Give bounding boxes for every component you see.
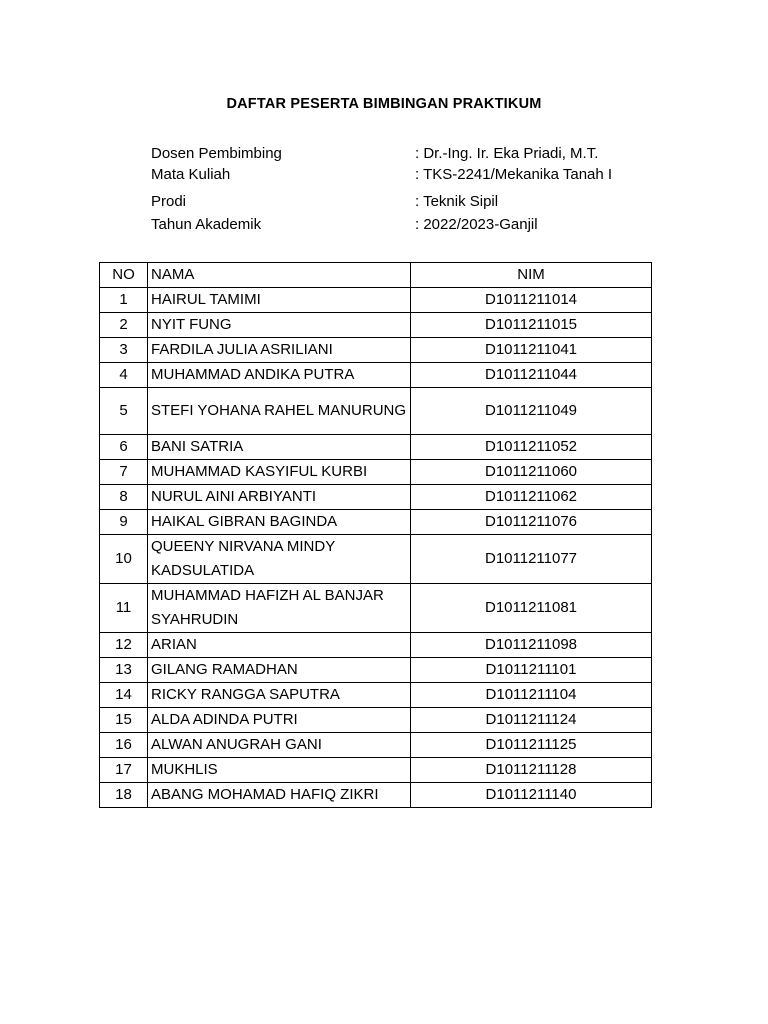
cell-name	[148, 758, 411, 783]
cell-nim: D1011211128	[411, 758, 652, 783]
name-line: ARIAN	[151, 636, 197, 653]
header-name: NAMA	[148, 263, 411, 288]
cell-nim: D1011211062	[411, 485, 652, 510]
cell-no: 7	[100, 460, 148, 485]
name-line: NYIT FUNG	[151, 316, 232, 333]
table-row	[100, 388, 652, 435]
cell-name	[148, 485, 411, 510]
name-line: HAIKAL GIBRAN BAGINDA	[151, 513, 338, 530]
cell-no: 12	[100, 633, 148, 658]
cell-name	[148, 435, 411, 460]
cell-no: 10	[100, 535, 148, 584]
info-label: Tahun Akademik	[151, 216, 262, 233]
table-row	[100, 460, 652, 485]
cell-name	[148, 388, 411, 435]
table-row	[100, 658, 652, 683]
cell-name	[148, 633, 411, 658]
table-row	[100, 683, 652, 708]
cell-no: 14	[100, 683, 148, 708]
name-line: KADSULATIDA	[151, 562, 255, 579]
name-line: FARDILA JULIA ASRILIANI	[151, 341, 333, 358]
cell-no: 6	[100, 435, 148, 460]
cell-no: 15	[100, 708, 148, 733]
cell-no: 16	[100, 733, 148, 758]
participant-table	[99, 262, 652, 808]
page-title: DAFTAR PESERTA BIMBINGAN PRAKTIKUM	[226, 96, 542, 112]
table-row	[100, 733, 652, 758]
cell-nim: D1011211104	[411, 683, 652, 708]
name-line: QUEENY NIRVANA MINDY	[151, 538, 336, 555]
table-row	[100, 435, 652, 460]
cell-nim: D1011211041	[411, 338, 652, 363]
cell-name	[148, 683, 411, 708]
cell-no: 18	[100, 783, 148, 808]
cell-no: 1	[100, 288, 148, 313]
cell-no: 13	[100, 658, 148, 683]
table-row	[100, 485, 652, 510]
info-label: Mata Kuliah	[151, 166, 231, 183]
cell-nim: D1011211076	[411, 510, 652, 535]
info-label: Prodi	[151, 193, 187, 210]
cell-name	[148, 510, 411, 535]
cell-nim: D1011211098	[411, 633, 652, 658]
name-line: ALWAN ANUGRAH GANI	[151, 736, 322, 753]
cell-no: 11	[100, 584, 148, 633]
info-label: Dosen Pembimbing	[151, 145, 282, 162]
cell-name	[148, 658, 411, 683]
cell-nim: D1011211081	[411, 584, 652, 633]
cell-name	[148, 535, 411, 584]
name-line: RICKY RANGGA SAPUTRA	[151, 686, 340, 703]
name-line: STEFI YOHANA RAHEL MANURUNG	[151, 402, 407, 419]
cell-name	[148, 708, 411, 733]
cell-name	[148, 733, 411, 758]
cell-no: 8	[100, 485, 148, 510]
cell-name	[148, 363, 411, 388]
table-row	[100, 510, 652, 535]
cell-name	[148, 338, 411, 363]
name-line: ABANG MOHAMAD HAFIQ ZIKRI	[151, 786, 379, 803]
name-line: MUHAMMAD HAFIZH AL BANJAR	[151, 587, 384, 604]
cell-nim: D1011211140	[411, 783, 652, 808]
name-line: MUHAMMAD ANDIKA PUTRA	[151, 366, 355, 383]
cell-nim: D1011211060	[411, 460, 652, 485]
name-line: SYAHRUDIN	[151, 611, 239, 628]
cell-name	[148, 288, 411, 313]
table-row	[100, 584, 652, 633]
table-row	[100, 633, 652, 658]
table-row	[100, 288, 652, 313]
cell-nim: D1011211044	[411, 363, 652, 388]
name-line: BANI SATRIA	[151, 438, 244, 455]
cell-no: 3	[100, 338, 148, 363]
table-row	[100, 758, 652, 783]
info-value: : TKS-2241/Mekanika Tanah I	[415, 166, 613, 183]
name-line: ALDA ADINDA PUTRI	[151, 711, 298, 728]
cell-no: 9	[100, 510, 148, 535]
cell-nim: D1011211124	[411, 708, 652, 733]
table-row	[100, 783, 652, 808]
table-row	[100, 363, 652, 388]
table-row	[100, 708, 652, 733]
name-line: MUHAMMAD KASYIFUL KURBI	[151, 463, 368, 480]
cell-nim: D1011211014	[411, 288, 652, 313]
info-value: : 2022/2023-Ganjil	[415, 216, 538, 233]
cell-name	[148, 783, 411, 808]
info-value: : Dr.-Ing. Ir. Eka Priadi, M.T.	[415, 145, 599, 162]
name-line: MUKHLIS	[151, 761, 218, 778]
cell-nim: D1011211049	[411, 388, 652, 435]
header-no: NO	[100, 263, 148, 288]
header-nim: NIM	[411, 263, 652, 288]
name-line: GILANG RAMADHAN	[151, 661, 298, 678]
cell-nim: D1011211015	[411, 313, 652, 338]
cell-nim: D1011211077	[411, 535, 652, 584]
cell-no: 17	[100, 758, 148, 783]
name-line: HAIRUL TAMIMI	[151, 291, 261, 308]
cell-nim: D1011211101	[411, 658, 652, 683]
cell-name	[148, 584, 411, 633]
cell-nim: D1011211125	[411, 733, 652, 758]
cell-name	[148, 460, 411, 485]
cell-no: 4	[100, 363, 148, 388]
name-line: NURUL AINI ARBIYANTI	[151, 488, 317, 505]
cell-no: 2	[100, 313, 148, 338]
table-row	[100, 338, 652, 363]
info-value: : Teknik Sipil	[415, 193, 499, 210]
table-row	[100, 535, 652, 584]
table-header-row	[100, 263, 652, 288]
cell-nim: D1011211052	[411, 435, 652, 460]
cell-no: 5	[100, 388, 148, 435]
cell-name	[148, 313, 411, 338]
table-row	[100, 313, 652, 338]
